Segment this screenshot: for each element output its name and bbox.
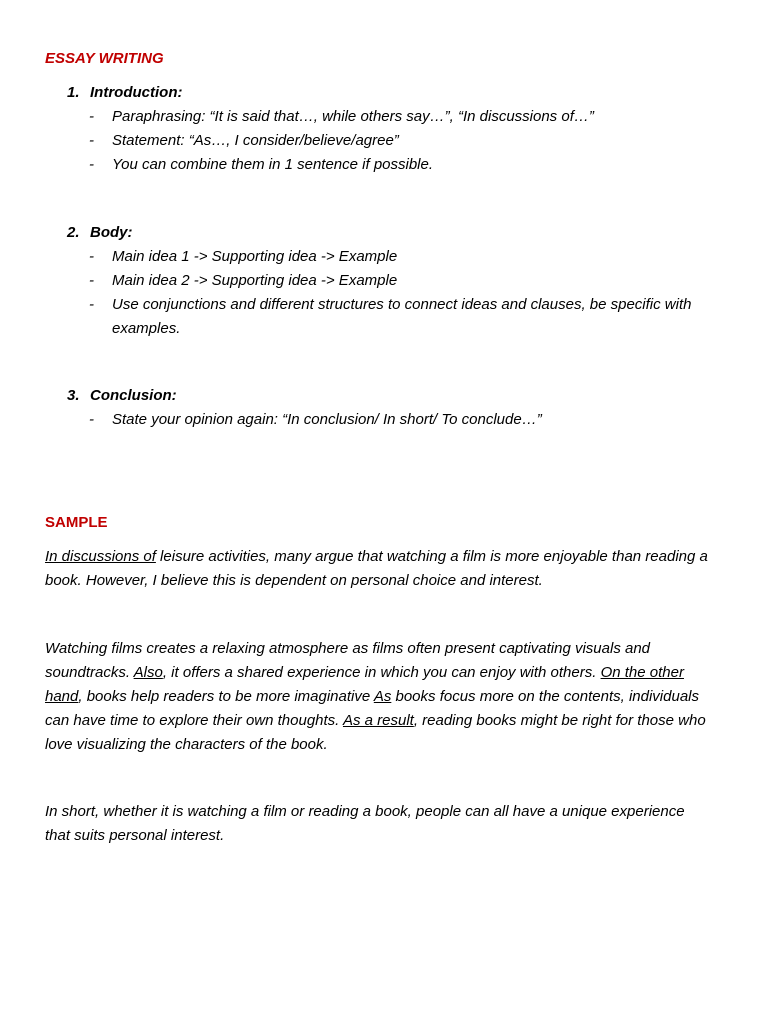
underlined-phrase: As xyxy=(373,688,392,705)
bullet-list xyxy=(67,408,707,432)
bullet-text: You can combine them in 1 sentence if possible. xyxy=(112,156,434,173)
list-item xyxy=(67,408,707,432)
underlined-phrase: Also xyxy=(133,664,163,681)
bullet-text: Main idea 2 -> Supporting idea -> Example xyxy=(112,272,398,289)
bullet-dash: - xyxy=(89,248,94,265)
bullet-list xyxy=(67,245,707,341)
underlined-phrase: As a result xyxy=(342,712,414,729)
list-item xyxy=(67,269,707,293)
sample-paragraph-conclusion: In short, whether it is watching a film or reading a book, people can all have a unique experience that suits personal interest. xyxy=(45,803,685,844)
paragraph-text: books focus more on the contents, individuals can have time to explore their own thoughts. xyxy=(45,688,700,729)
section-number: 1. xyxy=(67,84,80,101)
list-item xyxy=(67,245,707,269)
underlined-phrase: In discussions of xyxy=(45,548,156,565)
section-number: 2. xyxy=(67,224,80,241)
section-title xyxy=(67,384,707,408)
bullet-dash: - xyxy=(89,272,94,289)
sample-paragraph-intro xyxy=(45,545,710,593)
list-item xyxy=(67,105,707,129)
section-number: 3. xyxy=(67,387,80,404)
section-title-text: Body: xyxy=(90,224,133,241)
paragraph-text: Watching films creates a relaxing atmosphere as films often present captivating visuals and soundtracks. xyxy=(45,640,651,681)
paragraph-text: , books help readers to be more imaginative xyxy=(78,688,374,705)
bullet-text: State your opinion again: “In conclusion/ In short/ To conclude…” xyxy=(112,411,542,428)
paragraph-text: leisure activities, many argue that watching a film is more enjoyable than reading a book. However, I believe this is dependent on personal choice and interest. xyxy=(45,548,708,589)
bullet-dash: - xyxy=(89,296,94,313)
list-item xyxy=(67,129,707,153)
bullet-text: Main idea 1 -> Supporting idea -> Example xyxy=(112,248,398,265)
bullet-dash: - xyxy=(89,132,94,149)
section-conclusion xyxy=(67,384,707,432)
section-title xyxy=(67,221,707,245)
bullet-text: Statement: “As…, I consider/believe/agree” xyxy=(112,132,399,149)
bullet-dash: - xyxy=(89,411,94,428)
bullet-text: Paraphrasing: “It is said that…, while others say…”, “In discussions of…” xyxy=(112,108,594,125)
underlined-phrase: On the other hand xyxy=(45,664,684,705)
section-title xyxy=(67,81,707,105)
list-item xyxy=(67,293,707,341)
section-introduction xyxy=(67,81,707,177)
paragraph-text: , reading books might be right for those who love visualizing the characters of the book. xyxy=(45,712,706,753)
list-item xyxy=(67,153,707,177)
bullet-text: Use conjunctions and different structures to connect ideas and clauses, be specific with examples. xyxy=(112,296,692,337)
bullet-dash: - xyxy=(89,108,94,125)
section-body xyxy=(67,221,707,341)
sample-paragraph-body xyxy=(45,637,710,757)
sample-heading: SAMPLE xyxy=(45,514,108,531)
bullet-dash: - xyxy=(89,156,94,173)
section-title-text: Conclusion: xyxy=(90,387,177,404)
bullet-list xyxy=(67,105,707,177)
paragraph-text: , it offers a shared experience in which you can enjoy with others. xyxy=(162,664,601,681)
essay-writing-heading: ESSAY WRITING xyxy=(45,50,164,67)
section-title-text: Introduction: xyxy=(90,84,183,101)
